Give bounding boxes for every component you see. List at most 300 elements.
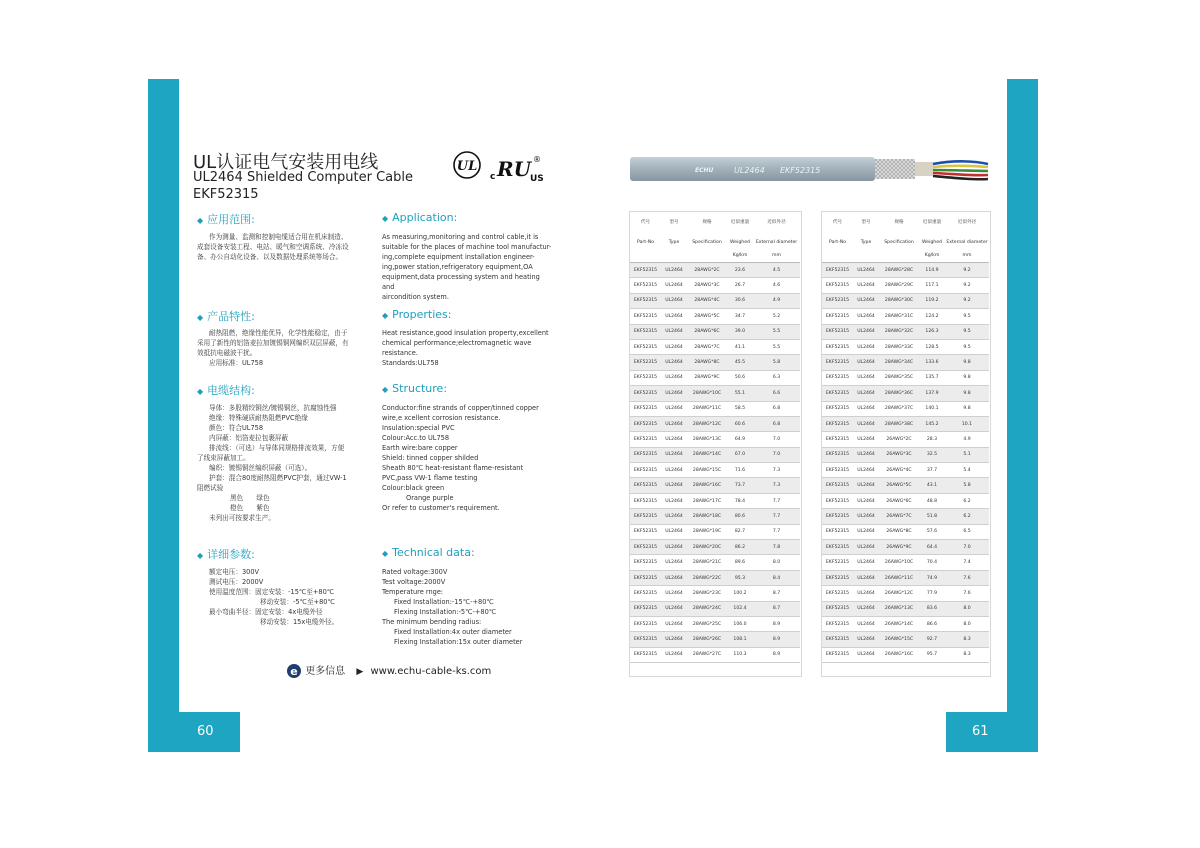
table-cell: 124.2	[919, 309, 945, 324]
table-cell: 6.6	[753, 386, 800, 401]
table-cell: 26AWG*3C	[879, 447, 919, 462]
table-header-cn: 近似重量	[730, 219, 750, 225]
application-text-en: As measuring,monitoring and control cable,it is suitable for the places of machine tool manufactur- ing,complete equipment installation engineer- ing,power station,refrigeratory equipment,OA equipment,data processing system and heating and aircondition system.	[382, 233, 552, 301]
table-cell: EKF52315	[630, 401, 661, 416]
table-cell: 89.6	[727, 555, 753, 570]
table-cell: EKF52315	[630, 478, 661, 493]
table-cell: 4.9	[945, 432, 989, 447]
c-mark: c	[490, 172, 496, 182]
table-cell: 5.8	[753, 355, 800, 370]
table-cell: 28AWG*20C	[687, 540, 727, 555]
table-cell: 95.3	[727, 570, 753, 585]
table-cell: 135.7	[919, 370, 945, 385]
table-row	[822, 524, 989, 539]
table-cell: UL2464	[853, 293, 879, 308]
table-header-en: External diameter	[946, 239, 988, 245]
table-cell: 80.6	[727, 509, 753, 524]
table-cell: EKF52315	[630, 555, 661, 570]
table-cell: 26AWG*10C	[879, 555, 919, 570]
table-cell: 28AWG*24C	[687, 601, 727, 616]
table-row	[630, 447, 800, 462]
table-cell: 77.9	[919, 586, 945, 601]
table-header-unit: mm	[945, 248, 989, 263]
table-row	[630, 524, 800, 539]
table-cell: 8.0	[945, 601, 989, 616]
table-cell: 74.9	[919, 570, 945, 585]
table-cell: 133.6	[919, 355, 945, 370]
table-row	[822, 570, 989, 585]
table-cell: EKF52315	[630, 263, 661, 278]
table-row	[822, 386, 989, 401]
table-row	[822, 370, 989, 385]
table-cell: 86.2	[727, 540, 753, 555]
table-cell: 60.6	[727, 416, 753, 431]
table-header-cn: 近似外径	[767, 219, 786, 225]
table-cell: 28AWG*29C	[879, 278, 919, 293]
table-row	[630, 570, 800, 585]
table-cell: UL2464	[661, 293, 687, 308]
table-header-cn: 型号	[861, 219, 871, 225]
table-cell: 9.8	[945, 386, 989, 401]
table-row	[822, 278, 989, 293]
table-row	[822, 432, 989, 447]
table-cell: 6.8	[753, 401, 800, 416]
page-number-right: 61	[972, 724, 989, 739]
table-row	[822, 416, 989, 431]
table-cell: 7.3	[753, 478, 800, 493]
table-header-cn: 规格	[894, 219, 904, 225]
table-cell: EKF52315	[630, 632, 661, 647]
table-header-cn: 代号	[832, 219, 843, 225]
table-cell: UL2464	[661, 324, 687, 339]
table-cell: 7.8	[753, 540, 800, 555]
table-cell: 28AWG*21C	[687, 555, 727, 570]
table-header-en: Weighed	[922, 239, 942, 245]
table-row	[822, 555, 989, 570]
table-cell: 26AWG*6C	[879, 493, 919, 508]
table-cell: UL2464	[661, 370, 687, 385]
table-cell: EKF52315	[630, 647, 661, 662]
table-row	[630, 355, 800, 370]
table-cell: 140.1	[919, 401, 945, 416]
table-cell: UL2464	[853, 586, 879, 601]
table-cell: EKF52315	[630, 309, 661, 324]
registered-mark: ®	[533, 155, 541, 164]
table-cell: 28AWG*11C	[687, 401, 727, 416]
table-cell: 28AWG*4C	[687, 293, 727, 308]
table-row	[822, 324, 989, 339]
table-cell: 4.5	[753, 263, 800, 278]
table-cell: 28AWG*37C	[879, 401, 919, 416]
ru-mark: RU	[497, 157, 532, 181]
website-url[interactable]: www.echu-cable-ks.com	[370, 666, 492, 677]
section-heading-properties-en: ◆ Properties:	[382, 308, 452, 321]
table-row	[630, 463, 800, 478]
table-header-en: Weighed	[730, 239, 750, 245]
table-cell: 67.0	[727, 447, 753, 462]
table-cell: 83.6	[919, 601, 945, 616]
table-cell: UL2464	[853, 463, 879, 478]
cable-image	[630, 152, 990, 186]
table-cell: EKF52315	[630, 447, 661, 462]
table-cell: 82.7	[727, 524, 753, 539]
table-cell: 8.7	[753, 601, 800, 616]
table-cell: EKF52315	[822, 386, 853, 401]
table-row	[822, 647, 989, 662]
table-row	[822, 493, 989, 508]
table-cell: 9.5	[945, 339, 989, 354]
table-row	[822, 355, 989, 370]
table-row	[822, 509, 989, 524]
table-row	[630, 278, 800, 293]
more-info-link[interactable]	[286, 662, 491, 679]
product-title-en: UL2464 Shielded Computer Cable	[193, 170, 413, 185]
table-cell: UL2464	[853, 632, 879, 647]
table-cell: EKF52315	[630, 509, 661, 524]
table-cell: 28AWG*27C	[687, 647, 727, 662]
table-cell: EKF52315	[630, 293, 661, 308]
table-header-en: Specification	[884, 239, 914, 245]
table-cell: 26AWG*8C	[879, 524, 919, 539]
table-cell: 6.5	[945, 524, 989, 539]
table-header-en: Part-No	[829, 239, 846, 245]
table-cell: 28AWG*19C	[687, 524, 727, 539]
table-cell: EKF52315	[822, 263, 853, 278]
table-cell: 126.3	[919, 324, 945, 339]
table-cell: EKF52315	[822, 432, 853, 447]
table-cell: 64.9	[727, 432, 753, 447]
cable-code-print: EKF52315	[780, 166, 821, 175]
table-cell: 7.0	[945, 540, 989, 555]
table-cell: 5.5	[753, 339, 800, 354]
table-cell: 28AWG*12C	[687, 416, 727, 431]
table-cell: UL2464	[853, 355, 879, 370]
table-cell: UL2464	[853, 401, 879, 416]
section-heading-technical-cn: ◆ 详细参数:	[197, 548, 255, 561]
table-cell: 9.8	[945, 370, 989, 385]
table-cell: 26AWG*11C	[879, 570, 919, 585]
table-cell: 28AWG*32C	[879, 324, 919, 339]
table-row	[822, 401, 989, 416]
left-page-tab	[148, 79, 179, 752]
table-cell: 7.6	[945, 586, 989, 601]
table-cell: UL2464	[661, 416, 687, 431]
table-cell: EKF52315	[822, 540, 853, 555]
table-row	[630, 339, 800, 354]
table-header-unit: Kg/km	[727, 248, 753, 263]
table-cell: 28.3	[919, 432, 945, 447]
table-cell: 9.5	[945, 324, 989, 339]
table-cell: UL2464	[661, 632, 687, 647]
table-cell: 34.7	[727, 309, 753, 324]
table-cell: 28AWG*3C	[687, 278, 727, 293]
table-cell: EKF52315	[822, 447, 853, 462]
right-page-tab	[1007, 79, 1038, 752]
table-cell: UL2464	[853, 263, 879, 278]
spec-table-left	[630, 216, 800, 663]
play-arrow-icon: ▶	[356, 667, 364, 677]
section-heading-structure-cn: ◆ 电缆结构:	[197, 384, 255, 397]
table-cell: 26AWG*7C	[879, 509, 919, 524]
table-cell: 28AWG*6C	[687, 324, 727, 339]
table-cell: 128.5	[919, 339, 945, 354]
table-cell: 8.4	[753, 570, 800, 585]
table-cell: 5.1	[945, 447, 989, 462]
table-cell: EKF52315	[822, 355, 853, 370]
table-cell: UL2464	[661, 509, 687, 524]
table-cell: 106.0	[727, 616, 753, 631]
structure-text-en: Conductor:fine strands of copper/tinned copper wire,e xcellent corrosion resistance. Insulation:special PVC Colour:Acc.to UL758 Earth wire:bare copper Shield: tinned copper shilded Sheath 80℃ heat-resistant flame-resistant PVC,pass VW-1 flame testing Colour:black green Orange purple Or refer to customer's requirement.	[382, 404, 539, 512]
right-page-number-tab	[946, 712, 1038, 752]
table-header-unit: mm	[753, 248, 800, 263]
table-cell: 9.5	[945, 309, 989, 324]
table-cell: 8.9	[753, 647, 800, 662]
table-cell: EKF52315	[822, 478, 853, 493]
table-cell: EKF52315	[822, 601, 853, 616]
table-row	[822, 447, 989, 462]
table-row	[630, 309, 800, 324]
table-cell: UL2464	[853, 386, 879, 401]
table-cell: 28AWG*22C	[687, 570, 727, 585]
table-cell: UL2464	[661, 570, 687, 585]
table-cell: 7.7	[753, 493, 800, 508]
table-row	[630, 324, 800, 339]
table-cell: EKF52315	[630, 278, 661, 293]
table-cell: EKF52315	[630, 324, 661, 339]
table-cell: EKF52315	[822, 309, 853, 324]
table-cell: 95.7	[919, 647, 945, 662]
us-mark: US	[530, 174, 544, 184]
table-cell: 28AWG*2C	[687, 263, 727, 278]
table-header-en: Type	[860, 239, 872, 245]
table-header-cn: 代号	[640, 219, 651, 225]
table-cell: 28AWG*8C	[687, 355, 727, 370]
table-cell: 102.4	[727, 601, 753, 616]
table-row	[630, 416, 800, 431]
table-cell: 78.4	[727, 493, 753, 508]
table-cell: EKF52315	[822, 616, 853, 631]
table-cell: 26AWG*13C	[879, 601, 919, 616]
table-cell: UL2464	[853, 339, 879, 354]
table-cell: 8.3	[945, 632, 989, 647]
table-cell: 26AWG*4C	[879, 463, 919, 478]
table-cell: 4.9	[753, 293, 800, 308]
table-cell: EKF52315	[630, 493, 661, 508]
table-cell: 55.1	[727, 386, 753, 401]
table-cell: 9.8	[945, 401, 989, 416]
properties-text-cn: 耐热阻燃，绝缘性能优异，化学性能稳定，由于 采用了新性的铝箔麦拉加镀锡铜网编织双层屏蔽，有 效抵抗电磁波干扰。 应用标准：UL758	[197, 329, 349, 367]
table-row	[630, 647, 800, 662]
table-row	[822, 616, 989, 631]
table-cell: 28AWG*30C	[879, 293, 919, 308]
table-cell: 114.9	[919, 263, 945, 278]
table-cell: 5.4	[945, 463, 989, 478]
table-cell: 70.4	[919, 555, 945, 570]
table-cell: EKF52315	[630, 601, 661, 616]
table-cell: UL2464	[853, 370, 879, 385]
table-cell: UL2464	[661, 586, 687, 601]
table-cell: UL2464	[853, 493, 879, 508]
table-cell: UL2464	[661, 401, 687, 416]
table-row	[822, 309, 989, 324]
table-header-en: Part-No	[637, 239, 654, 245]
table-row	[822, 293, 989, 308]
table-cell: 28AWG*34C	[879, 355, 919, 370]
table-cell: 30.6	[727, 293, 753, 308]
table-cell: EKF52315	[822, 586, 853, 601]
table-cell: UL2464	[661, 601, 687, 616]
table-cell: 57.6	[919, 524, 945, 539]
table-row	[822, 463, 989, 478]
table-cell: 51.8	[919, 509, 945, 524]
svg-text:e: e	[290, 665, 298, 678]
table-cell: 28AWG*33C	[879, 339, 919, 354]
section-heading-technical-en: ◆ Technical data:	[382, 546, 475, 559]
table-cell: 45.5	[727, 355, 753, 370]
table-cell: EKF52315	[822, 324, 853, 339]
table-row	[630, 370, 800, 385]
table-cell: 50.6	[727, 370, 753, 385]
table-header-cn: 规格	[702, 219, 712, 225]
table-cell: 9.8	[945, 355, 989, 370]
table-cell: 8.0	[753, 555, 800, 570]
table-cell: UL2464	[661, 478, 687, 493]
table-cell: 28AWG*7C	[687, 339, 727, 354]
section-heading-application-cn: ◆ 应用范围:	[197, 213, 255, 226]
table-row	[630, 293, 800, 308]
table-cell: UL2464	[661, 616, 687, 631]
table-cell: 28AWG*14C	[687, 447, 727, 462]
table-cell: 28AWG*10C	[687, 386, 727, 401]
table-cell: 26.7	[727, 278, 753, 293]
table-cell: 110.3	[727, 647, 753, 662]
table-cell: UL2464	[661, 386, 687, 401]
table-header-cn: 型号	[669, 219, 679, 225]
table-cell: 28AWG*26C	[687, 632, 727, 647]
table-cell: 8.3	[945, 647, 989, 662]
table-cell: 28AWG*25C	[687, 616, 727, 631]
spec-table-right	[822, 216, 989, 663]
table-header-cn: 近似外径	[957, 219, 977, 225]
table-row	[630, 616, 800, 631]
table-cell: 7.4	[945, 555, 989, 570]
table-cell: 26AWG*16C	[879, 647, 919, 662]
table-cell: 28AWG*18C	[687, 509, 727, 524]
table-cell: EKF52315	[630, 339, 661, 354]
product-code: EKF52315	[193, 187, 259, 202]
table-cell: EKF52315	[822, 339, 853, 354]
table-cell: EKF52315	[630, 386, 661, 401]
table-cell: UL2464	[661, 540, 687, 555]
table-cell: UL2464	[853, 509, 879, 524]
table-cell: 23.6	[727, 263, 753, 278]
table-cell: 7.3	[753, 463, 800, 478]
left-page-number-tab	[148, 712, 240, 752]
table-cell: UL2464	[661, 524, 687, 539]
table-cell: 43.1	[919, 478, 945, 493]
table-cell: 39.0	[727, 324, 753, 339]
table-cell: 28AWG*5C	[687, 309, 727, 324]
table-cell: UL2464	[661, 355, 687, 370]
table-cell: UL2464	[853, 324, 879, 339]
table-cell: UL2464	[661, 339, 687, 354]
table-cell: EKF52315	[822, 293, 853, 308]
table-cell: EKF52315	[630, 586, 661, 601]
table-cell: 28AWG*38C	[879, 416, 919, 431]
echu-logo-icon	[286, 663, 302, 679]
table-cell: EKF52315	[822, 509, 853, 524]
table-row	[822, 540, 989, 555]
table-cell: 26AWG*5C	[879, 478, 919, 493]
table-header-en: Type	[668, 239, 680, 245]
table-cell: 119.2	[919, 293, 945, 308]
table-cell: EKF52315	[822, 370, 853, 385]
cable-model-print: UL2464	[734, 166, 765, 175]
table-row	[630, 432, 800, 447]
technical-text-cn: 额定电压：300V 测试电压：2000V 使用温度范围：固定安装：-15℃至+80℃ 移动安装：-5℃至+80℃ 最小弯曲半径：固定安装：4x电缆外径 移动安装：15x电缆外径。	[209, 568, 339, 626]
table-cell: UL2464	[661, 555, 687, 570]
table-cell: 10.1	[945, 416, 989, 431]
table-cell: 41.1	[727, 339, 753, 354]
table-cell: UL2464	[853, 540, 879, 555]
table-cell: 28AWG*16C	[687, 478, 727, 493]
cable-brand-print: ECHU	[695, 167, 714, 174]
table-cell: EKF52315	[822, 524, 853, 539]
table-cell: UL2464	[661, 263, 687, 278]
table-cell: UL2464	[853, 555, 879, 570]
table-cell: 26AWG*2C	[879, 432, 919, 447]
page-number-left: 60	[197, 724, 214, 739]
table-cell: 28AWG*9C	[687, 370, 727, 385]
table-cell: 64.4	[919, 540, 945, 555]
table-cell: 71.6	[727, 463, 753, 478]
table-cell: EKF52315	[822, 416, 853, 431]
table-cell: 37.7	[919, 463, 945, 478]
application-text-cn: 作为测量、监测和控制电缆适合用在机床制造、 成套设备安装工程、电站、暖气和空调系统、冷冻设 备、办公自动化设备、以及数据处理系统等场合。	[197, 233, 349, 261]
table-cell: 6.3	[753, 370, 800, 385]
product-title-cn: UL认证电气安装用电线	[193, 152, 379, 173]
table-cell: 28AWG*23C	[687, 586, 727, 601]
table-cell: 28AWG*31C	[879, 309, 919, 324]
table-cell: 48.8	[919, 493, 945, 508]
table-cell: EKF52315	[822, 401, 853, 416]
table-cell: UL2464	[853, 570, 879, 585]
table-row	[630, 555, 800, 570]
table-cell: EKF52315	[630, 570, 661, 585]
table-cell: EKF52315	[822, 493, 853, 508]
table-row	[822, 478, 989, 493]
table-cell: 26AWG*15C	[879, 632, 919, 647]
table-cell: 108.1	[727, 632, 753, 647]
table-cell: EKF52315	[822, 647, 853, 662]
table-row	[630, 386, 800, 401]
section-heading-application-en: ◆ Application:	[382, 211, 458, 224]
table-cell: 6.2	[945, 493, 989, 508]
table-cell: 137.9	[919, 386, 945, 401]
table-cell: 86.6	[919, 616, 945, 631]
table-cell: UL2464	[853, 601, 879, 616]
table-row	[822, 632, 989, 647]
ul-certification-logo	[452, 149, 552, 185]
section-heading-properties-cn: ◆ 产品特性:	[197, 310, 255, 323]
table-cell: 5.8	[945, 478, 989, 493]
table-cell: 28AWG*28C	[879, 263, 919, 278]
table-cell: 7.7	[753, 524, 800, 539]
table-cell: EKF52315	[822, 632, 853, 647]
table-header-en: Specification	[692, 239, 722, 245]
table-cell: UL2464	[853, 309, 879, 324]
table-cell: EKF52315	[822, 278, 853, 293]
